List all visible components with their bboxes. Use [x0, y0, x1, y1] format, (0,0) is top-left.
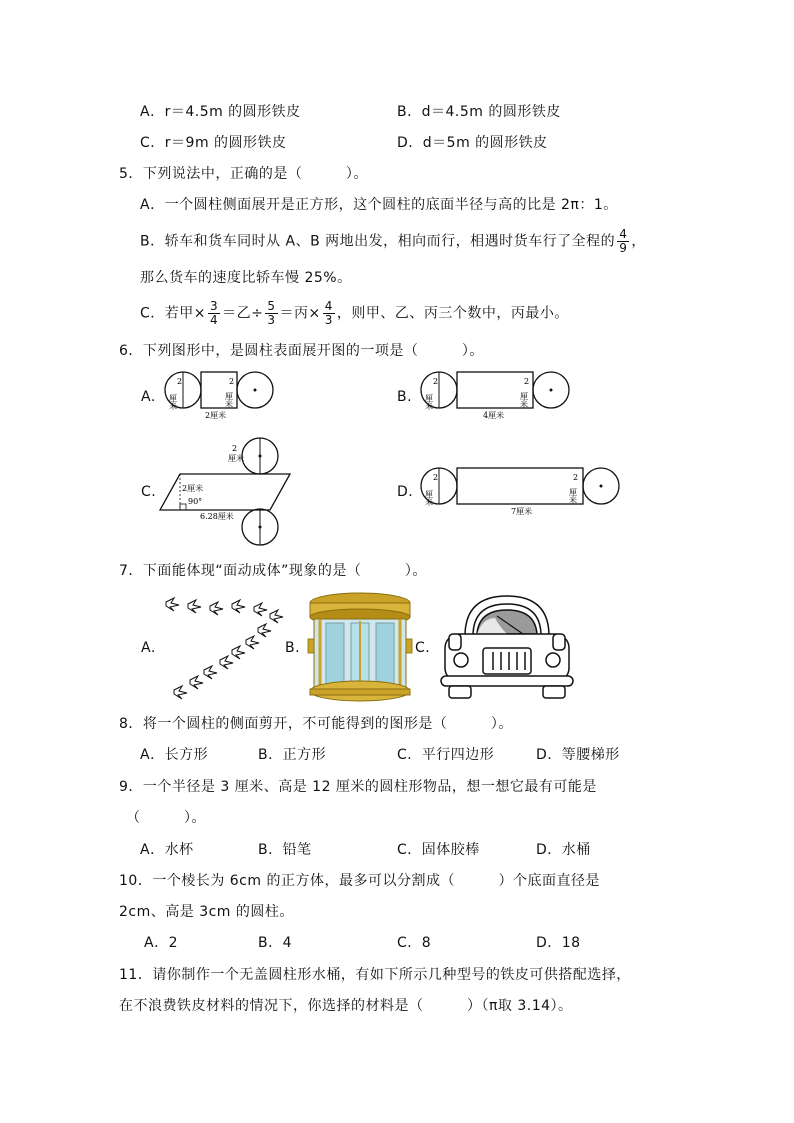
- fraction-denominator: 9: [619, 241, 628, 255]
- q5-option-b-line2: 那么货车的速度比轿车慢 25%。: [140, 270, 352, 286]
- q5-b-text-end: ，: [631, 233, 646, 250]
- circle-label: 2: [433, 377, 439, 386]
- bottom-label: 2厘米: [205, 411, 227, 420]
- q6-figure-a: [165, 370, 275, 420]
- circle-label: 2: [433, 473, 439, 482]
- q7-stem: 7．下面能体现“面动成体”现象的是（ ）。: [119, 563, 427, 579]
- q4-option-d: D．d＝5m 的圆形铁皮: [397, 135, 548, 151]
- q7-letter-a: A.: [141, 640, 156, 656]
- q5-option-b: [140, 228, 646, 255]
- q10-stem: 10．一个棱长为 6cm 的正方体，最多可以分割成（ ）个底面直径是: [119, 873, 600, 889]
- fraction-numerator: 4: [619, 227, 628, 241]
- q5-stem: 5．下列说法中，正确的是（ ）。: [119, 166, 368, 182]
- height-label: 2厘米: [182, 484, 204, 493]
- q7-image-revolving-door: [306, 591, 414, 703]
- side-label: 2: [573, 473, 579, 482]
- q6-figure-b: [421, 370, 571, 420]
- fraction-denominator: 4: [210, 313, 219, 327]
- q8-option-b: B．正方形: [258, 747, 327, 763]
- circle-label: 厘米: [228, 454, 244, 463]
- fraction-numerator: 3: [210, 299, 219, 313]
- q8-option-d: D．等腰梯形: [536, 747, 620, 763]
- q11-stem: 11．请你制作一个无盖圆柱形水桶，有如下所示几种型号的铁皮可供搭配选择，: [119, 967, 631, 983]
- q9-option-c: C．固体胶棒: [397, 842, 480, 858]
- q8-stem: 8．将一个圆柱的侧面剪开，不可能得到的图形是（ ）。: [119, 716, 513, 732]
- q5-c-text: ＝乙÷: [222, 305, 264, 322]
- q9-stem-line2: （ ）。: [126, 810, 206, 826]
- q9-option-a: A．水杯: [140, 842, 194, 858]
- q4-option-b: B．d＝4.5m 的圆形铁皮: [397, 104, 561, 120]
- q5-c-text: ＝丙×: [279, 305, 321, 322]
- q10-stem-line2: 2cm、高是 3cm 的圆柱。: [119, 904, 294, 920]
- angle-label: 90°: [188, 497, 203, 506]
- side-label: 2: [229, 377, 235, 386]
- q6-stem: 6．下列图形中，是圆柱表面展开图的一项是（ ）。: [119, 343, 484, 359]
- bottom-label: 6.28厘米: [200, 512, 234, 521]
- q10-option-b: B．4: [258, 935, 293, 951]
- fraction: [265, 300, 277, 327]
- q4-option-a: A．r＝4.5m 的圆形铁皮: [140, 104, 301, 120]
- q5-option-c: [140, 300, 569, 327]
- q5-c-text: ，则甲、乙、丙三个数中，丙最小。: [336, 305, 569, 322]
- q6-letter-b: B.: [397, 389, 413, 405]
- q11-stem-line2: 在不浪费铁皮材料的情况下，你选择的材料是（ ）（π取 3.14）。: [119, 998, 573, 1014]
- circle-label: 2: [177, 377, 183, 386]
- q4-option-c: C．r＝9m 的圆形铁皮: [140, 135, 287, 151]
- q8-option-c: C．平行四边形: [397, 747, 495, 763]
- q10-option-c: C．8: [397, 935, 432, 951]
- fraction-numerator: 4: [324, 299, 333, 313]
- bottom-label: 7厘米: [511, 507, 533, 516]
- q9-option-b: B．铅笔: [258, 842, 312, 858]
- q7-image-car: [437, 588, 577, 700]
- q6-letter-a: A.: [141, 389, 156, 405]
- q8-option-a: A．长方形: [140, 747, 209, 763]
- fraction-denominator: 3: [267, 313, 276, 327]
- q7-letter-b: B.: [285, 640, 301, 656]
- bottom-label: 4厘米: [483, 411, 505, 420]
- q5-c-text: C．若甲×: [140, 305, 207, 322]
- q6-figure-c: [160, 435, 300, 545]
- q10-option-d: D．18: [536, 935, 581, 951]
- q6-letter-d: D.: [397, 484, 414, 500]
- q9-option-d: D．水桶: [536, 842, 591, 858]
- circle-label: 厘米: [424, 394, 434, 410]
- q5-b-text: B．轿车和货车同时从 A、B 两地出发，相向而行，相遇时货车行了全程的: [140, 233, 616, 250]
- q9-stem: 9．一个半径是 3 厘米、高是 12 厘米的圆柱形物品，想一想它最有可能是: [119, 779, 597, 795]
- fraction: [323, 300, 335, 327]
- fraction-numerator: 5: [267, 299, 276, 313]
- circle-label: 厘米: [168, 394, 178, 410]
- circle-label: 厘米: [424, 490, 434, 506]
- q10-option-a: A．2: [144, 935, 178, 951]
- q7-image-birds: [160, 592, 285, 702]
- q7-letter-c: C.: [415, 640, 431, 656]
- q6-figure-d: [421, 466, 621, 516]
- side-label: 2: [524, 377, 530, 386]
- q6-letter-c: C.: [141, 484, 157, 500]
- q5-option-a: A．一个圆柱侧面展开是正方形，这个圆柱的底面半径与高的比是 2π：1。: [140, 197, 618, 213]
- circle-label: 2: [232, 444, 238, 453]
- side-label: 厘米: [224, 392, 234, 408]
- fraction: [617, 228, 629, 255]
- fraction-denominator: 3: [324, 313, 333, 327]
- fraction: [208, 300, 220, 327]
- side-label: 厘米: [568, 488, 578, 504]
- side-label: 厘米: [519, 392, 529, 408]
